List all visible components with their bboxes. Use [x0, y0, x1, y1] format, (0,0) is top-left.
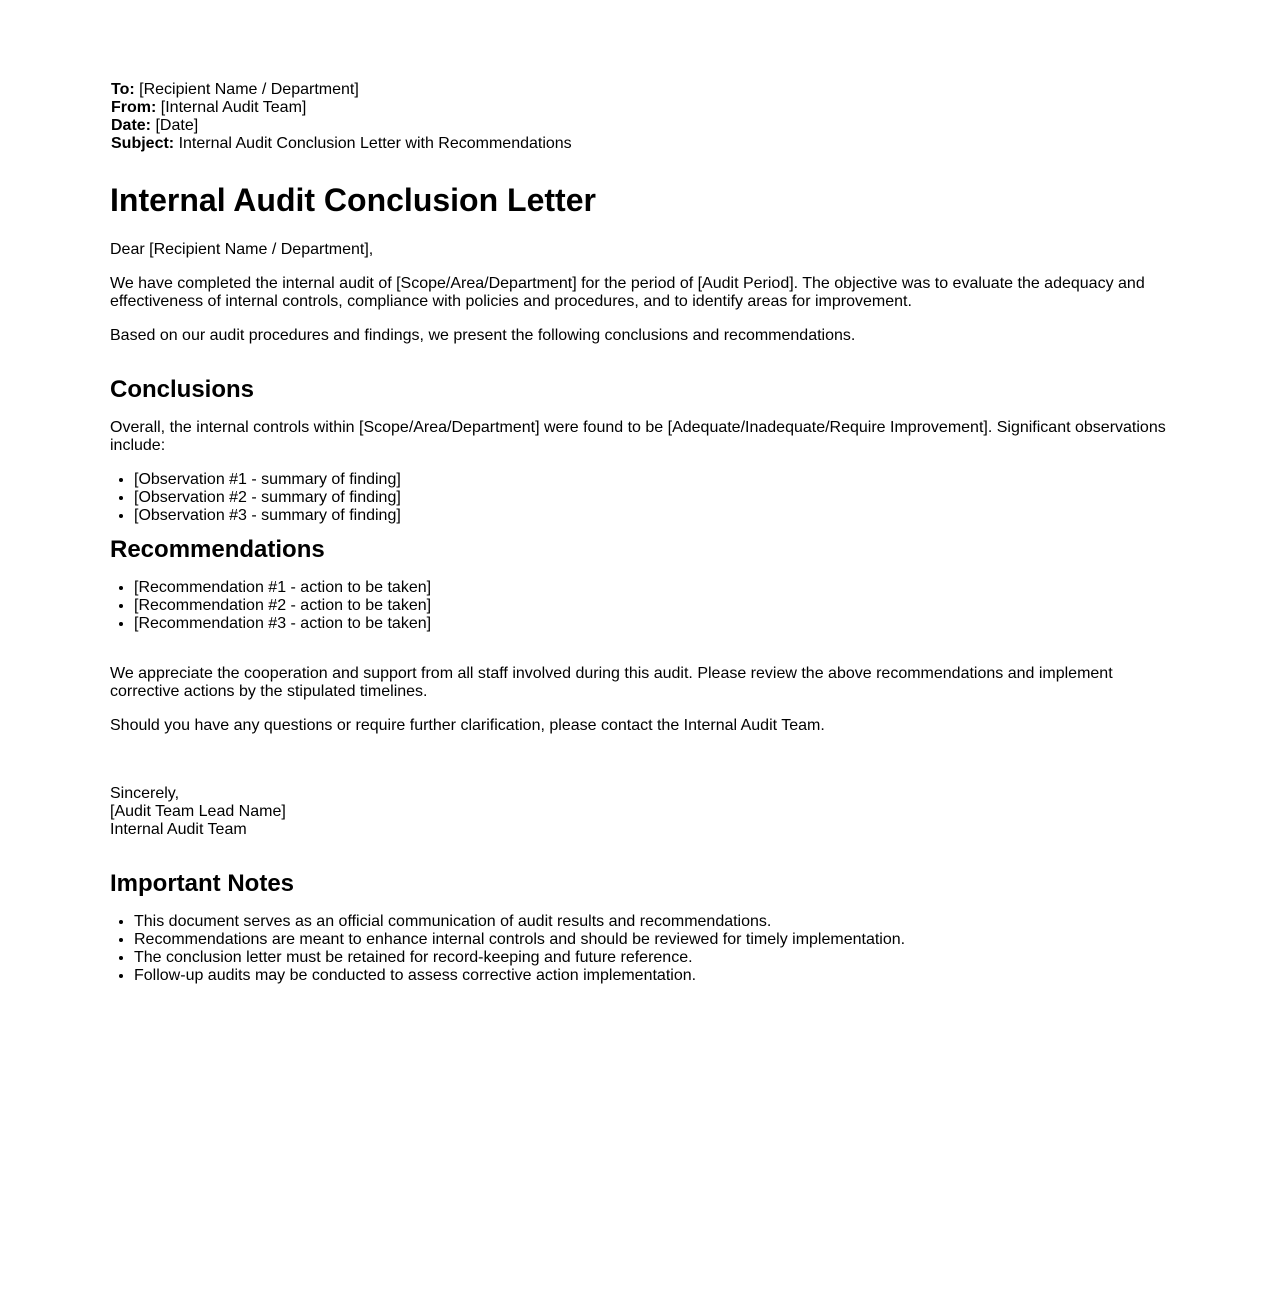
subject-label: Subject:: [111, 135, 175, 152]
recommendations-heading: Recommendations: [110, 536, 325, 563]
intro-paragraph-2: Based on our audit procedures and findings, we present the following conclusions and recommendations.: [110, 327, 856, 344]
date-line: [111, 117, 1180, 135]
closing-paragraph-2: Should you have any questions or require further clarification, please contact the Internal Audit Team.: [110, 717, 825, 734]
signer-name: [Audit Team Lead Name]: [110, 803, 286, 820]
from-line: [111, 99, 1180, 117]
intro-paragraph-1: We have completed the internal audit of [Scope/Area/Department] for the period of [Audit Period]. The objective was to evaluate the adequacy and effectiveness of internal controls, compliance with policies and procedures, and to identify areas for improvement.: [110, 275, 1145, 310]
list-item: • [Observation #2 - summary of finding]: [134, 489, 1180, 507]
list-item: • This document serves as an official communication of audit results and recommendations.: [134, 913, 1180, 931]
page-title: Internal Audit Conclusion Letter: [110, 182, 596, 218]
conclusions-list: [110, 471, 1180, 525]
list-item: • [Recommendation #3 - action to be taken]: [134, 615, 1180, 633]
recommendations-list: [110, 579, 1180, 633]
from-value: [Internal Audit Team]: [160, 99, 307, 116]
date-value: [Date]: [155, 117, 199, 134]
notes-heading: Important Notes: [110, 870, 295, 897]
closing-paragraph-1: We appreciate the cooperation and support from all staff involved during this audit. Please review the above recommendations and implement corrective actions by the stipulated timelines.: [110, 665, 1113, 700]
date-label: Date:: [111, 117, 152, 134]
list-item: • Follow-up audits may be conducted to assess corrective action implementation.: [134, 967, 1180, 985]
conclusions-heading: Conclusions: [110, 376, 255, 403]
list-item: • [Recommendation #1 - action to be taken]: [134, 579, 1180, 597]
list-item: • [Observation #1 - summary of finding]: [134, 471, 1180, 489]
valediction: Sincerely,: [110, 785, 180, 802]
signer-team: Internal Audit Team: [110, 821, 247, 838]
from-label: From:: [111, 99, 157, 116]
conclusions-text: Overall, the internal controls within [Scope/Area/Department] were found to be [Adequate/Inadequate/Require Improvement]. Significant observations include:: [110, 419, 1166, 454]
list-item: • [Recommendation #2 - action to be taken]: [134, 597, 1180, 615]
list-item: • The conclusion letter must be retained for record-keeping and future reference.: [134, 949, 1180, 967]
subject-line: [111, 135, 1180, 153]
letter-header: [111, 81, 1180, 153]
to-value: [Recipient Name / Department]: [139, 81, 359, 98]
signature-block: [110, 785, 1180, 839]
subject-value: Internal Audit Conclusion Letter with Recommendations: [178, 135, 572, 152]
to-line: [111, 81, 1180, 99]
notes-list: [110, 913, 1180, 985]
to-label: To:: [111, 81, 135, 98]
list-item: • [Observation #3 - summary of finding]: [134, 507, 1180, 525]
list-item: • Recommendations are meant to enhance internal controls and should be reviewed for timely implementation.: [134, 931, 1180, 949]
greeting: Dear [Recipient Name / Department],: [110, 241, 374, 258]
